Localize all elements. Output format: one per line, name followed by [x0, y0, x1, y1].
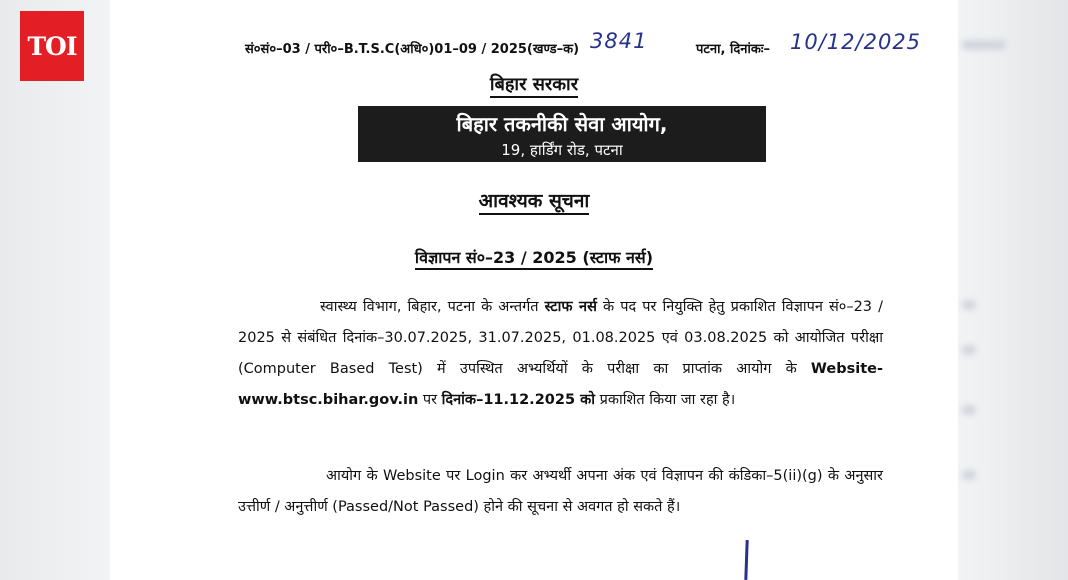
para1-text-1: स्वास्थ्य विभाग, बिहार, पटना के अन्तर्गत	[320, 299, 545, 315]
notice-document	[110, 0, 958, 580]
toi-logo[interactable]: TOI	[20, 11, 84, 81]
advertisement-title	[110, 246, 958, 268]
government-heading	[110, 72, 958, 96]
handwritten-letter-number: 3841	[590, 29, 648, 53]
commission-banner	[358, 106, 766, 162]
website-link[interactable]: Website-www.btsc.bihar.gov.in	[238, 361, 883, 408]
paragraph-2: आयोग के Website पर Login कर अभ्यर्थी अपना अंक एवं विज्ञापन की कंडिका–5(ii)(g) के अनुसार उत्तीर्ण / अनुत्तीर्ण (Passed/Not Passed) होने की सूचना से अवगत हो सकते हैं।	[238, 468, 883, 515]
blurred-decoration	[962, 40, 1006, 50]
reference-number: सं०सं०–03 / परी०–B.T.S.C(अधि०)01–09 / 2025(खण्ड–क)	[245, 42, 580, 57]
commission-name: बिहार तकनीकी सेवा आयोग,	[456, 112, 668, 136]
advertisement-title-text: विज्ञापन सं०–23 / 2025 (स्टाफ नर्स)	[415, 248, 653, 270]
government-heading-text: बिहार सरकार	[490, 74, 578, 98]
notice-title-text: आवश्यक सूचना	[479, 190, 590, 215]
para1-text-4: प्रकाशित किया जा रहा है।	[595, 392, 736, 408]
handwritten-date: 10/12/2025	[790, 30, 922, 54]
notice-title	[110, 187, 958, 213]
para1-text-3: पर	[418, 392, 442, 408]
blurred-decoration	[962, 300, 976, 310]
post-name: स्टाफ नर्स	[544, 299, 597, 315]
blurred-decoration	[962, 345, 976, 355]
commission-address: 19, हार्डिंग रोड, पटना	[501, 141, 623, 159]
para1-text-2: के पद पर नियुक्ति हेतु प्रकाशित विज्ञापन सं०–23 / 2025 से संबंधित दिनांक–30.07.2025, 31.07.2025, 01.08.2025 एवं 03.08.2025 को आयोजित परीक्षा (Computer Based Test) में उपस्थित अभ्यर्थियों के परीक्षा का प्राप्तांक आयोग के	[238, 299, 884, 377]
result-date: दिनांक–11.12.2025 को	[441, 392, 595, 408]
blurred-decoration	[962, 470, 976, 480]
paragraph-1	[238, 292, 883, 416]
blurred-decoration	[962, 405, 976, 415]
place-date-label: पटना, दिनांकः–	[696, 42, 770, 57]
